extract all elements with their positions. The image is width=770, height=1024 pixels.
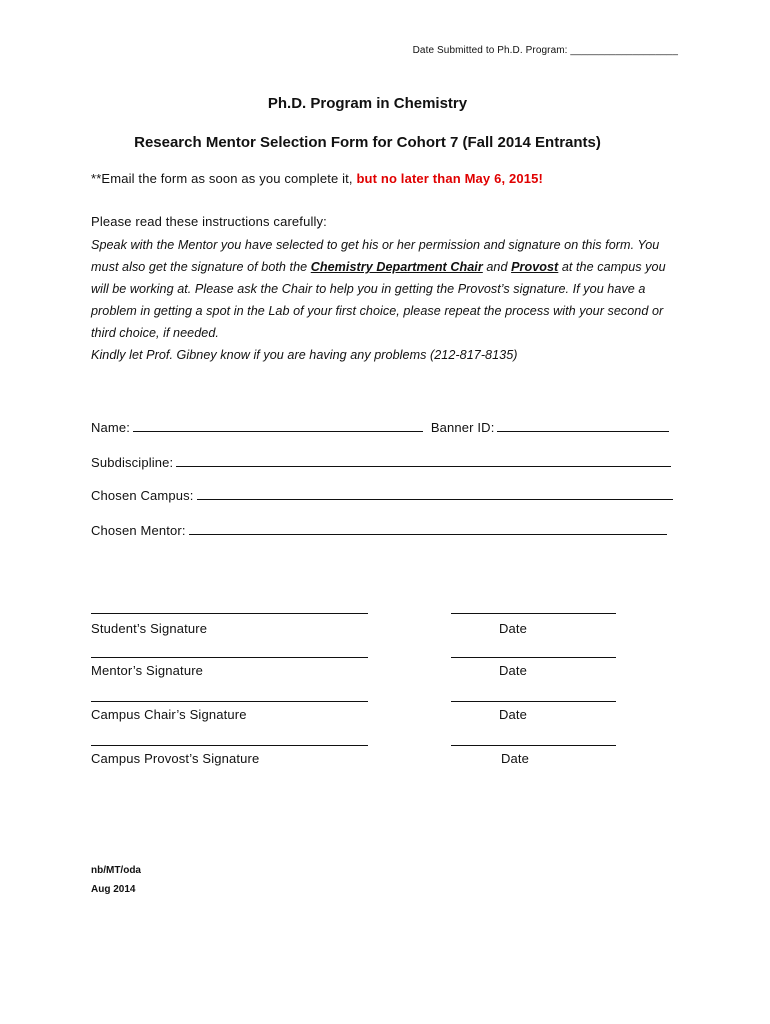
instructions-body	[91, 234, 681, 366]
subdiscipline-row	[91, 453, 671, 470]
chosen-mentor-row	[91, 521, 667, 538]
subdiscipline-label: Subdiscipline:	[91, 455, 174, 470]
chair-signature-line[interactable]	[91, 701, 368, 702]
mentor-date-line[interactable]	[451, 657, 616, 658]
chair-signature-label: Campus Chair’s Signature	[91, 707, 247, 722]
chosen-mentor-label: Chosen Mentor:	[91, 523, 186, 538]
banner-id-label: Banner ID:	[430, 420, 495, 435]
email-notice	[91, 171, 543, 186]
instructions-heading: Please read these instructions carefully:	[91, 214, 327, 229]
student-date-label: Date	[499, 621, 528, 636]
student-signature-label: Student’s Signature	[91, 621, 208, 636]
provost-date-line[interactable]	[451, 745, 616, 746]
subdiscipline-field[interactable]	[176, 453, 671, 467]
provost-signature-label: Campus Provost’s Signature	[91, 751, 260, 766]
program-title: Ph.D. Program in Chemistry	[267, 95, 468, 112]
chosen-campus-label: Chosen Campus:	[91, 488, 194, 503]
instructions-contact: Kindly let Prof. Gibney know if you are having any problems (212-817-8135)	[91, 348, 518, 362]
provost-signature-line[interactable]	[91, 745, 368, 746]
form-title: Research Mentor Selection Form for Cohort 7 (Fall 2014 Entrants)	[134, 134, 601, 151]
chemistry-chair-text: Chemistry Department Chair	[310, 260, 483, 274]
name-field[interactable]	[133, 418, 423, 432]
chosen-campus-row	[91, 486, 673, 503]
mentor-signature-line[interactable]	[91, 657, 368, 658]
footer	[91, 861, 141, 899]
provost-date-label: Date	[501, 751, 530, 766]
footer-date: Aug 2014	[91, 884, 136, 895]
instructions-text-2: at the campus you will be working at. Please ask the Chair to help you in getting the Provost’s signature. If you have a problem in getting a spot in the Lab of your first choice, please repeat the process with your second or third choice, if needed.	[91, 260, 666, 340]
date-submitted-label: Date Submitted to Ph.D. Program: ___________________	[412, 45, 678, 56]
chosen-campus-field[interactable]	[197, 486, 673, 500]
chair-date-line[interactable]	[451, 701, 616, 702]
chair-date-label: Date	[499, 707, 528, 722]
name-row	[91, 418, 669, 435]
instructions-text-1: Speak with the Mentor you have selected to get his or her permission and signature on this form. You must also get the signature of both the	[91, 238, 660, 274]
email-notice-text: **Email the form as soon as you complete it,	[91, 171, 357, 186]
chosen-mentor-field[interactable]	[189, 521, 667, 535]
name-label: Name:	[91, 420, 131, 435]
mentor-date-label: Date	[499, 663, 528, 678]
student-signature-line[interactable]	[91, 613, 368, 614]
banner-id-field[interactable]	[497, 418, 669, 432]
footer-initials: nb/MT/oda	[91, 865, 141, 876]
provost-text: Provost	[511, 260, 559, 274]
student-date-line[interactable]	[451, 613, 616, 614]
instructions-and: and	[482, 260, 512, 274]
mentor-signature-label: Mentor’s Signature	[91, 663, 204, 678]
deadline-text: but no later than May 6, 2015!	[356, 171, 543, 186]
